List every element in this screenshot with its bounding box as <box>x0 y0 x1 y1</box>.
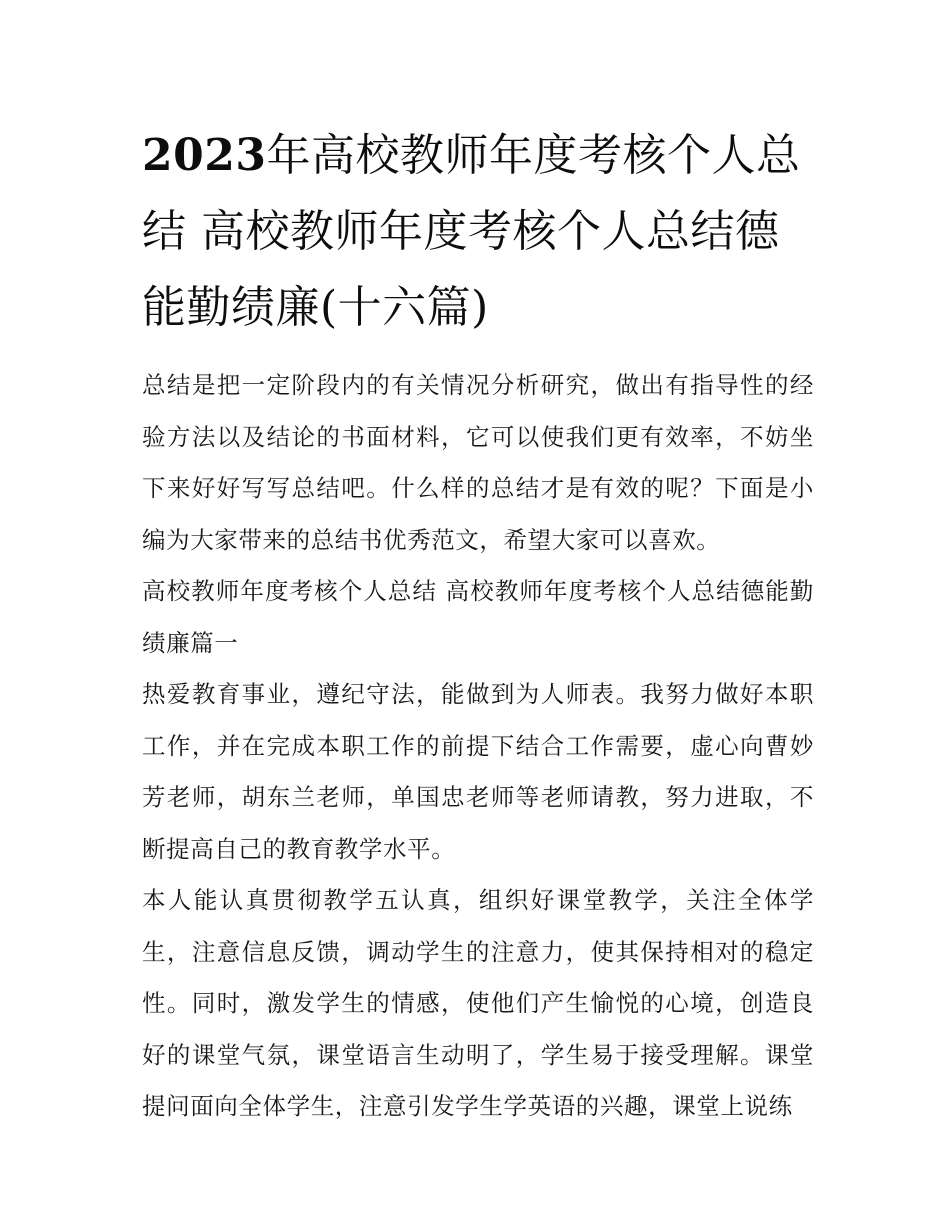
intro-paragraph: 总结是把一定阶段内的有关情况分析研究，做出有指导性的经验方法以及结论的书面材料，它可以使我们更有效率，不妨坐下来好好写写总结吧。什么样的总结才是有效的呢？下面是小编为大家带来的总结书优秀范文，希望大家可以喜欢。 <box>142 371 814 554</box>
document-page <box>142 118 814 1133</box>
body-paragraph-2: 本人能认真贯彻教学五认真，组织好课堂教学，关注全体学生，注意信息反馈，调动学生的注意力，使其保持相对的稳定性。同时，激发学生的情感，使他们产生愉悦的心境，创造良好的课堂气氛，课堂语言生动明了，学生易于接受理解。课堂提问面向全体学生，注意引发学生学英语的兴趣，课堂上说练 <box>142 886 814 1120</box>
body-paragraph-1: 热爱教育事业，遵纪守法，能做到为人师表。我努力做好本职工作，并在完成本职工作的前提下结合工作需要，虚心向曹妙芳老师，胡东兰老师，单国忠老师等老师请教，努力进取，不断提高自己的教育教学水平。 <box>142 680 814 863</box>
title-year: 2023 <box>142 130 267 181</box>
title-text: 年高校教师年度考核个人总结 高校教师年度考核个人总结德能勤绩廉(十六篇) <box>142 130 801 333</box>
document-title <box>142 118 814 346</box>
section-heading: 高校教师年度考核个人总结 高校教师年度考核个人总结德能勤绩廉篇一 <box>142 577 814 657</box>
